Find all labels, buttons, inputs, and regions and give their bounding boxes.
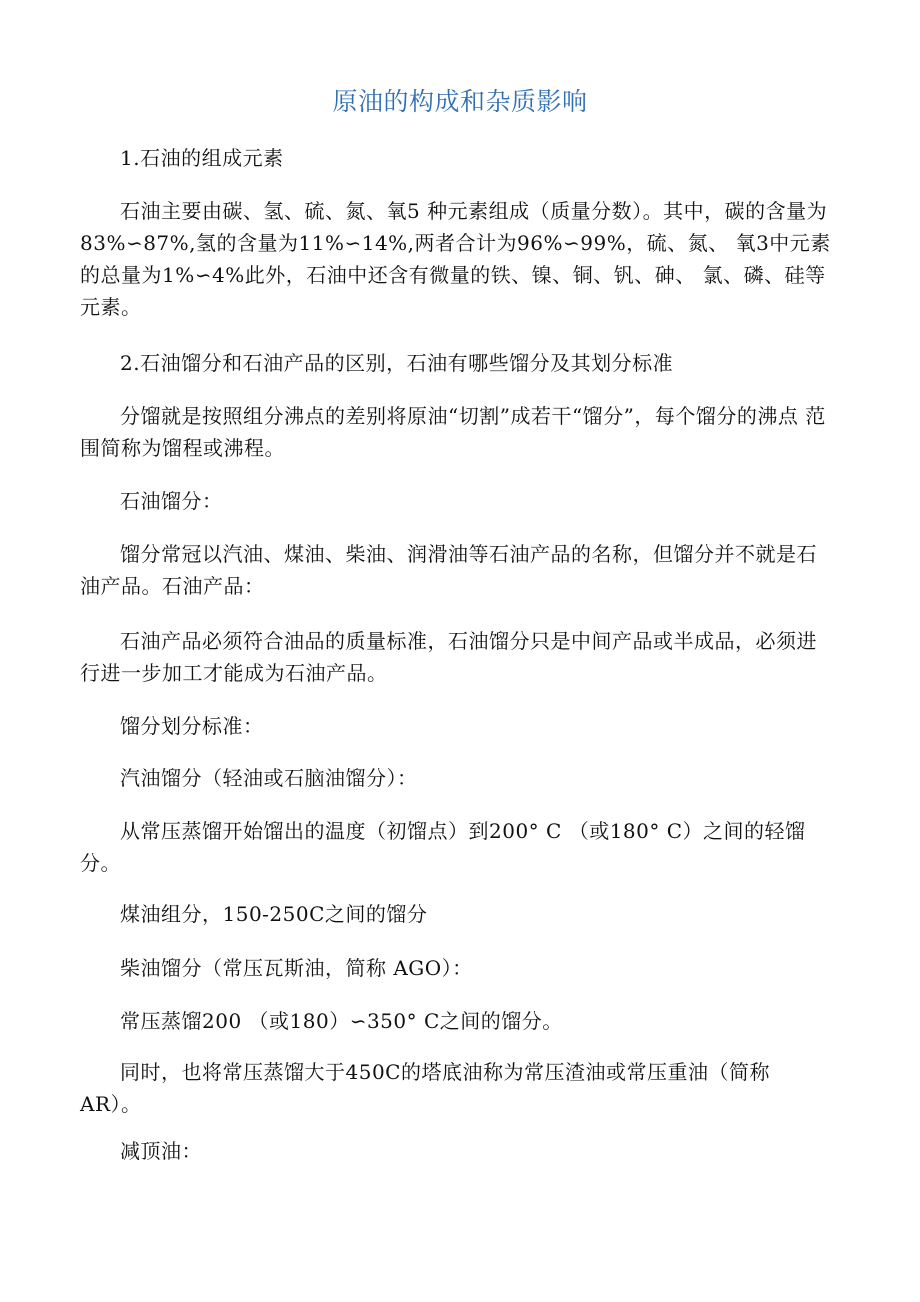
paragraph-fractions-vs-products: 馏分常冠以汽油、煤油、柴油、润滑油等石油产品的名称，但馏分并不就是石油产品。石油产品：	[80, 542, 817, 598]
label-fraction-standards: 馏分划分标准：	[120, 714, 264, 738]
section-heading-fractions: 2.石油馏分和石油产品的区别，石油有哪些馏分及其划分标准	[120, 351, 674, 375]
label-vacuum-top-oil: 减顶油：	[120, 1139, 202, 1163]
label-petroleum-fractions: 石油馏分：	[120, 489, 223, 513]
paragraph-kerosene-range: 煤油组分，150-250C之间的馏分	[120, 902, 428, 926]
paragraph-gasoline-range: 从常压蒸馏开始馏出的温度（初馏点）到200° C （或180° C）之间的轻馏分。	[80, 819, 806, 875]
section-heading-composition: 1.石油的组成元素	[120, 146, 284, 170]
paragraph-product-standards: 石油产品必须符合油品的质量标准，石油馏分只是中间产品或半成品，必须进行进一步加工才能成为石油产品。	[80, 629, 817, 685]
label-gasoline-fraction: 汽油馏分（轻油或石脑油馏分）：	[120, 766, 418, 790]
paragraph-diesel-range: 常压蒸馏200 （或180）∽350° C之间的馏分。	[120, 1009, 563, 1033]
paragraph-composition: 石油主要由碳、氢、硫、氮、氧5 种元素组成（质量分数）。其中，碳的含量为83%∽87%,氢的含量为11%∽14%,两者合计为96%∽99%，硫、氮、 氧3中元素的总量为1%∽4%此外，石油中还含有微量的铁、镍、铜、钒、砷、 氯、磷、硅等元素。	[80, 199, 831, 319]
paragraph-atmospheric-residue: 同时，也将常压蒸馏大于450C的塔底油称为常压渣油或常压重油（简称 AR）。	[80, 1060, 770, 1116]
paragraph-fractionation: 分馏就是按照组分沸点的差别将原油“切割”成若干“馏分”，每个馏分的沸点 范围简称为馏程或沸程。	[80, 404, 826, 460]
label-diesel-fraction: 柴油馏分（常压瓦斯油，简称 AGO）：	[120, 956, 473, 980]
page-title: 原油的构成和杂质影响	[332, 87, 588, 116]
